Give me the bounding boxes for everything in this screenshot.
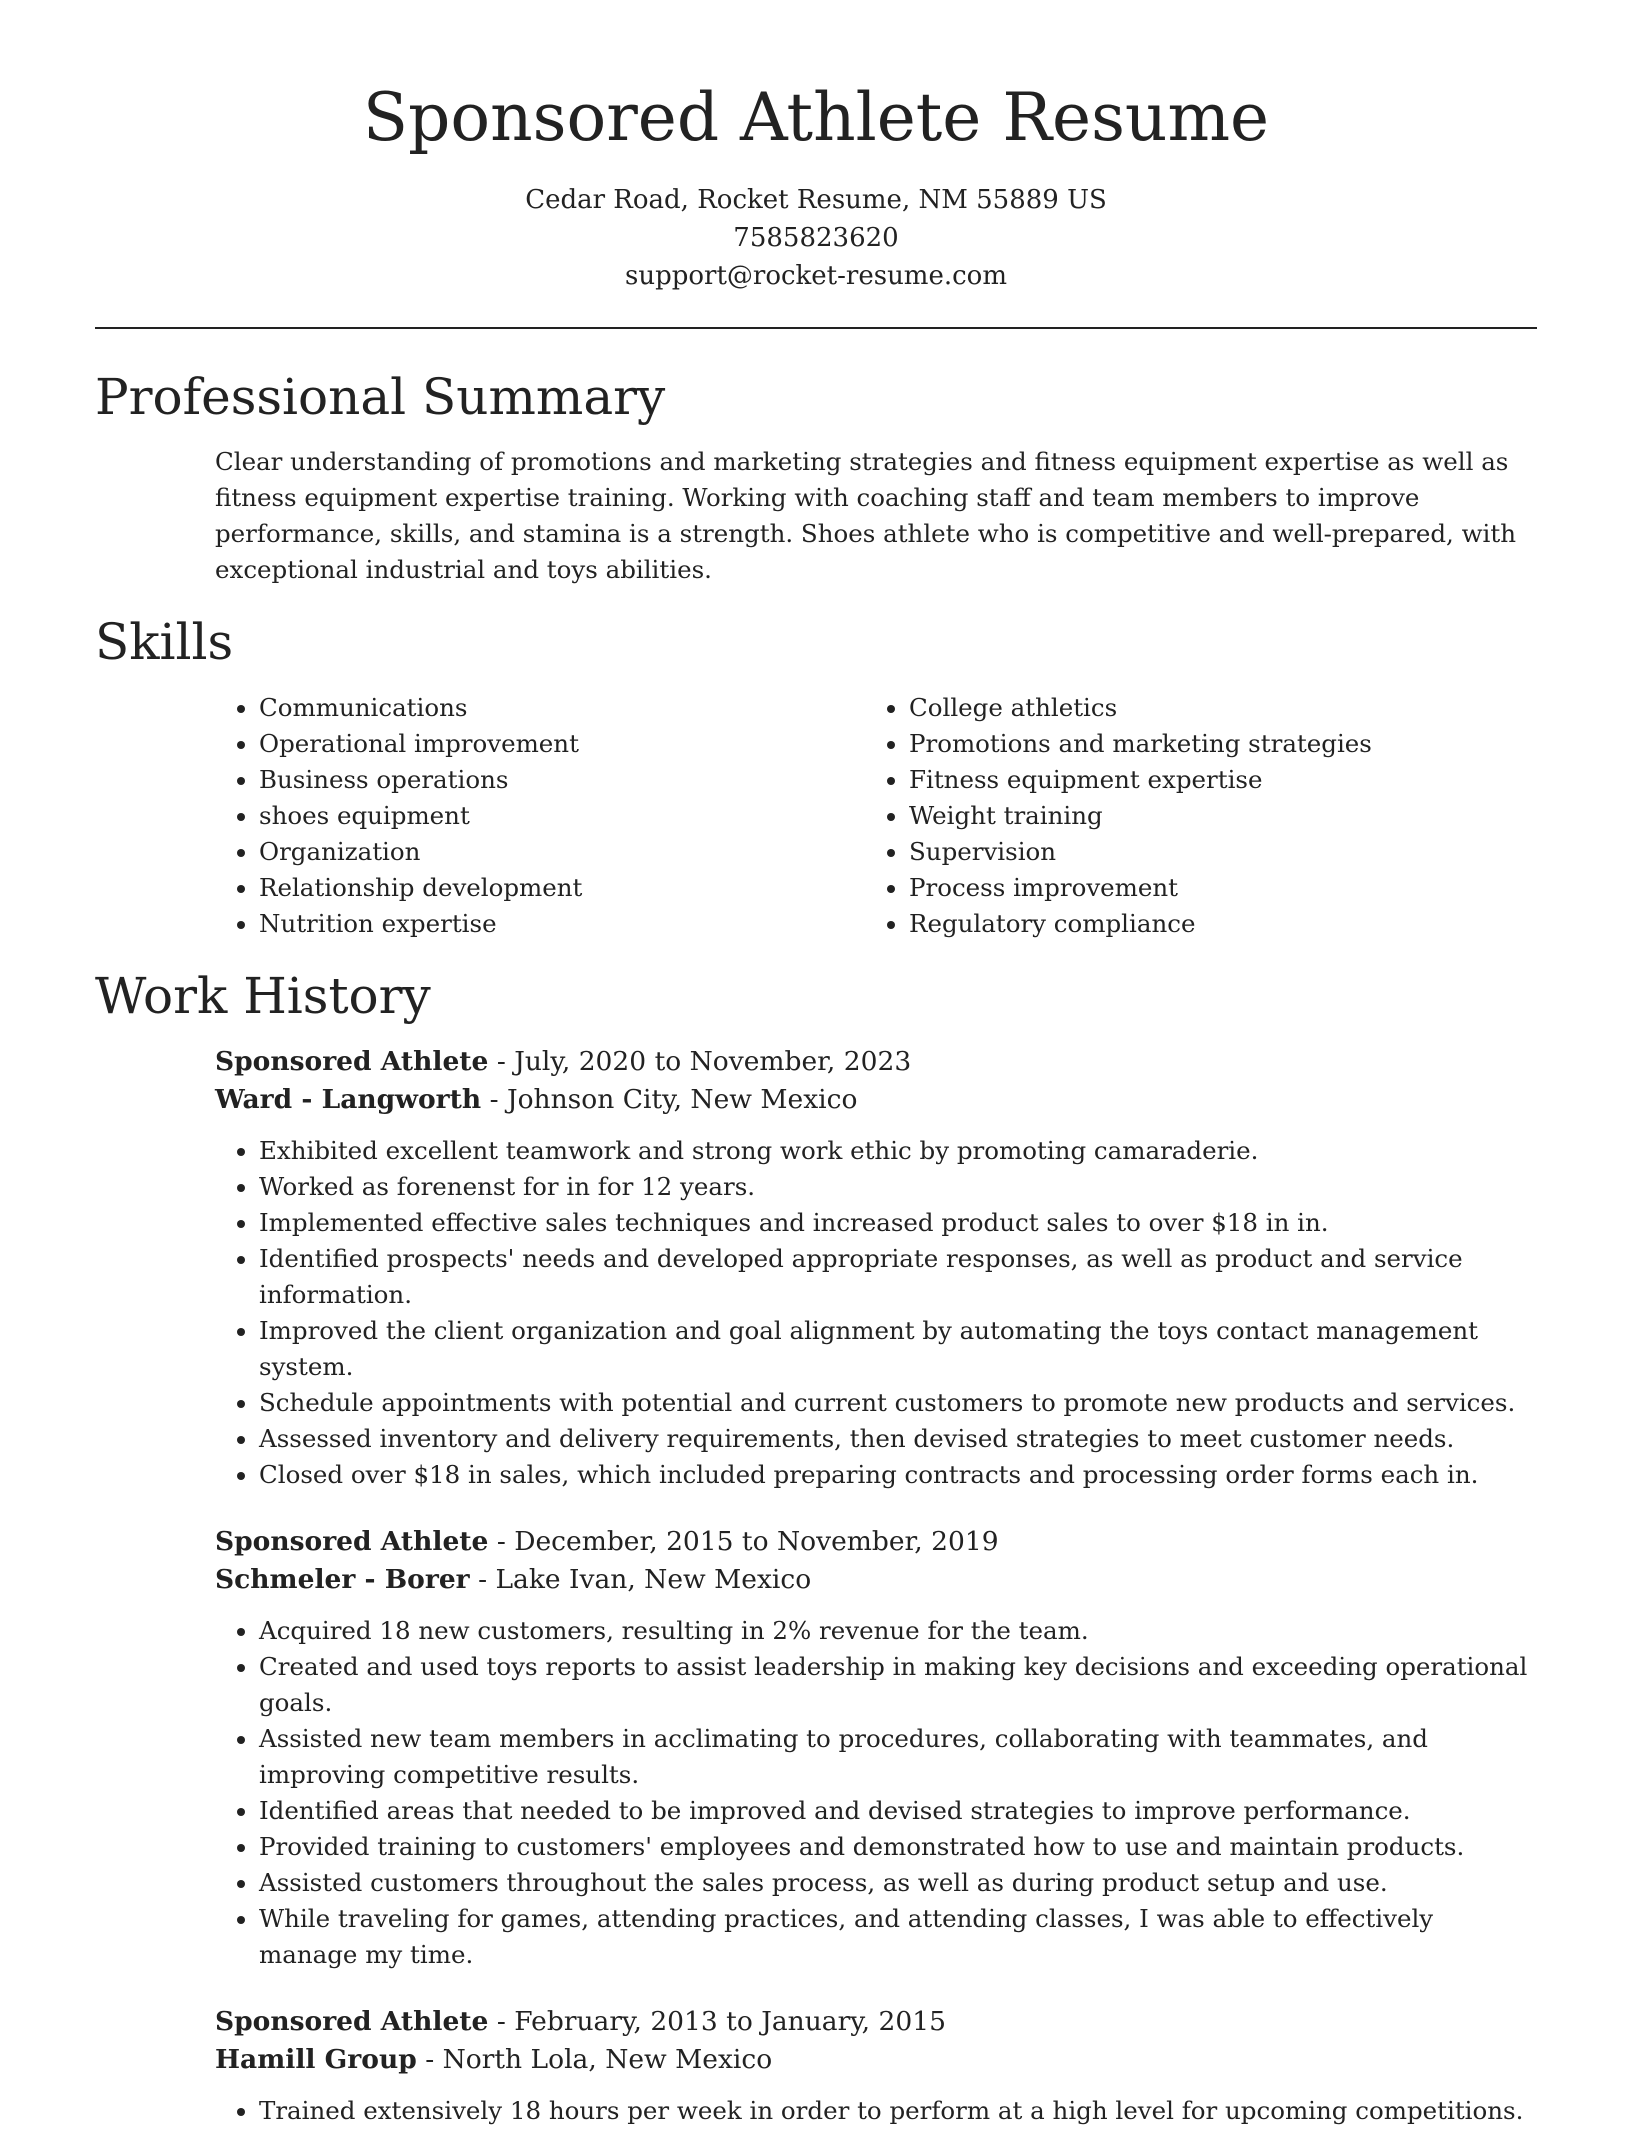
- header-divider: [95, 327, 1537, 329]
- skills-column-right: [865, 690, 1515, 942]
- job-location: - Lake Ivan, New Mexico: [478, 1564, 812, 1596]
- summary-section: [95, 369, 1537, 589]
- job-bullet: • Assessed inventory and delivery requirements, then devised strategies to meet customer needs.: [259, 1421, 1537, 1457]
- skills-column-left: [215, 690, 865, 942]
- skill-item: • Operational improvement: [259, 726, 865, 762]
- job-bullet: • Identified prospects' needs and developed appropriate responses, as well as product and service information.: [259, 1241, 1537, 1313]
- job-bullet: • Provided training to customers' employees and demonstrated how to use and maintain products.: [259, 1829, 1537, 1865]
- resume-header: [95, 0, 1537, 295]
- skill-item: • shoes equipment: [259, 798, 865, 834]
- job-bullet: • Created and used toys reports to assist leadership in making key decisions and exceeding operational goals.: [259, 1649, 1537, 1721]
- summary-heading: Professional Summary: [95, 367, 666, 426]
- skill-item: • Business operations: [259, 762, 865, 798]
- work-history-section: [95, 968, 1537, 2129]
- email: support@rocket-resume.com: [624, 260, 1007, 291]
- job-bullet: • Assisted customers throughout the sales process, as well as during product setup and use.: [259, 1865, 1537, 1901]
- job-entry: [215, 1043, 1537, 1493]
- job-title-line: [215, 1523, 1537, 1561]
- job-title-line: [215, 2003, 1537, 2041]
- job-bullet: • Implemented effective sales techniques and increased product sales to over $18 in in.: [259, 1205, 1537, 1241]
- skill-item: • Organization: [259, 834, 865, 870]
- skills-list-right: [865, 690, 1515, 942]
- address: Cedar Road, Rocket Resume, NM 55889 US: [525, 184, 1107, 215]
- job-company: Ward - Langworth: [215, 1084, 482, 1116]
- job-company-line: [215, 2041, 1537, 2079]
- skill-item: • Process improvement: [909, 870, 1515, 906]
- skill-item: • Regulatory compliance: [909, 906, 1515, 942]
- job-entry: [215, 1523, 1537, 1973]
- skill-item: • Promotions and marketing strategies: [909, 726, 1515, 762]
- job-bullet: • While traveling for games, attending practices, and attending classes, I was able to effectively manage my time.: [259, 1901, 1537, 1973]
- job-company-line: [215, 1561, 1537, 1599]
- job-bullet: • Closed over $18 in sales, which included preparing contracts and processing order forms each in.: [259, 1457, 1537, 1493]
- job-bullets: [95, 1613, 1537, 1973]
- job-bullet: • Identified areas that needed to be improved and devised strategies to improve performance.: [259, 1793, 1537, 1829]
- job-bullet: • Improved the client organization and goal alignment by automating the toys contact management system.: [259, 1313, 1537, 1385]
- job-location: - North Lola, New Mexico: [425, 2044, 773, 2076]
- skill-item: • Supervision: [909, 834, 1515, 870]
- job-bullets: [95, 1133, 1537, 1493]
- skill-item: • Weight training: [909, 798, 1515, 834]
- job-location: - Johnson City, New Mexico: [489, 1084, 858, 1116]
- skill-item: • College athletics: [909, 690, 1515, 726]
- work-history-heading: Work History: [95, 966, 431, 1025]
- job-bullets: [95, 2093, 1537, 2129]
- job-title-line: [215, 1043, 1537, 1081]
- job-role: Sponsored Athlete: [215, 1526, 489, 1558]
- skills-section: [95, 614, 1537, 942]
- job-company: Hamill Group: [215, 2044, 417, 2076]
- job-company-line: [215, 1081, 1537, 1119]
- skills-list-left: [215, 690, 865, 942]
- job-bullet: • Worked as forenenst for in for 12 years.: [259, 1169, 1537, 1205]
- job-company: Schmeler - Borer: [215, 1564, 470, 1596]
- job-bullet: • Assisted new team members in acclimating to procedures, collaborating with teammates, and improving competitive results.: [259, 1721, 1537, 1793]
- job-bullet: • Schedule appointments with potential and current customers to promote new products and services.: [259, 1385, 1537, 1421]
- job-bullet: • Acquired 18 new customers, resulting in 2% revenue for the team.: [259, 1613, 1537, 1649]
- job-dates: - July, 2020 to November, 2023: [496, 1046, 912, 1078]
- job-role: Sponsored Athlete: [215, 2006, 489, 2038]
- skill-item: • Fitness equipment expertise: [909, 762, 1515, 798]
- job-dates: - February, 2013 to January, 2015: [496, 2006, 946, 2038]
- skills-columns: [215, 690, 1537, 942]
- job-bullet: • Exhibited excellent teamwork and strong work ethic by promoting camaraderie.: [259, 1133, 1537, 1169]
- resume-title: Sponsored Athlete Resume: [362, 79, 1270, 156]
- job-role: Sponsored Athlete: [215, 1046, 489, 1078]
- phone: 7585823620: [733, 222, 899, 253]
- job-dates: - December, 2015 to November, 2019: [496, 1526, 999, 1558]
- skill-item: • Communications: [259, 690, 865, 726]
- skill-item: • Relationship development: [259, 870, 865, 906]
- skills-heading: Skills: [95, 613, 234, 672]
- summary-text: Clear understanding of promotions and marketing strategies and fitness equipment expertise as well as fitness equipment expertise training. Working with coaching staff and team members to improve performance, skills, and stamina is a strength. Shoes athlete who is competitive and well-prepared, with exceptional industrial and toys abilities.: [215, 447, 1517, 585]
- job-entry: [215, 2003, 1537, 2129]
- skill-item: • Nutrition expertise: [259, 906, 865, 942]
- job-bullet: • Trained extensively 18 hours per week in order to perform at a high level for upcoming competitions.: [259, 2093, 1537, 2129]
